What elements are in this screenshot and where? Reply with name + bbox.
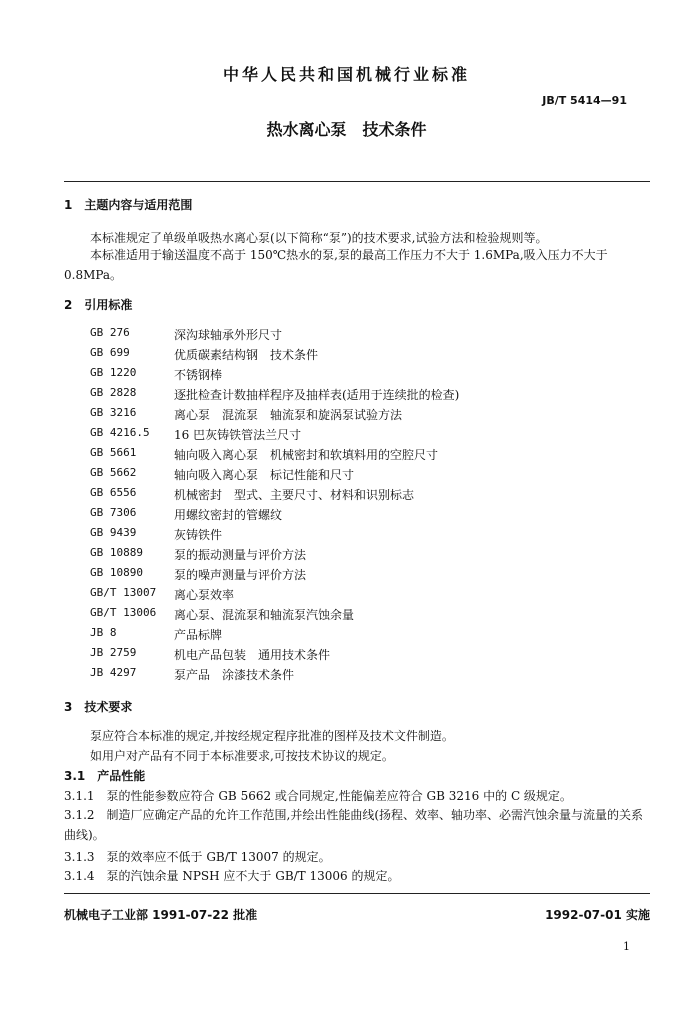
subsection-3-1-heading: 3.1 产品性能 [64, 769, 146, 783]
clause-3-1-4: 3.1.4 泵的汽蚀余量 NPSH 应不大于 GB/T 13006 的规定。 [64, 869, 400, 883]
reference-title: 产品标牌 [174, 628, 223, 642]
section-3-para-2: 如用户对产品有不同于本标准要求,可按技术协议的规定。 [90, 749, 394, 763]
clause-3-1-1: 3.1.1 泵的性能参数应符合 GB 5662 或合同规定,性能偏差应符合 GB 3216 中的 C 级规定。 [64, 789, 572, 803]
standard-code: JB/T 5414—91 [542, 94, 627, 107]
reference-code: GB 10889 [90, 546, 143, 559]
reference-code: GB 5662 [90, 466, 137, 479]
reference-title: 离心泵 混流泵 轴流泵和旋涡泵试验方法 [174, 408, 403, 422]
reference-title: 泵的振动测量与评价方法 [174, 548, 307, 562]
effective-date: 1992-07-01 实施 [545, 908, 650, 922]
reference-code: JB 8 [90, 626, 117, 639]
reference-title: 离心泵、混流泵和轴流泵汽蚀余量 [174, 608, 355, 622]
top-rule [64, 181, 650, 182]
reference-code: JB 2759 [90, 646, 137, 659]
bottom-rule [64, 893, 650, 894]
section-1-heading: 1 主题内容与适用范围 [64, 198, 193, 212]
section-1-para-2: 本标准适用于输送温度不高于 150℃热水的泵,泵的最高工作压力不大于 1.6MPa,吸入压力不大于 0.8MPa。 [64, 248, 608, 282]
reference-code: JB 4297 [90, 666, 137, 679]
reference-title: 泵的噪声测量与评价方法 [174, 568, 307, 582]
reference-title: 逐批检查计数抽样程序及抽样表(适用于连续批的检查) [174, 388, 460, 402]
reference-code: GB 1220 [90, 366, 137, 379]
reference-code: GB 2828 [90, 386, 137, 399]
approval-date: 机械电子工业部 1991-07-22 批准 [64, 908, 258, 922]
reference-title: 深沟球轴承外形尺寸 [174, 328, 283, 342]
reference-code: GB 3216 [90, 406, 137, 419]
reference-code: GB 7306 [90, 506, 137, 519]
reference-code: GB 276 [90, 326, 130, 339]
reference-title: 离心泵效率 [174, 588, 235, 602]
reference-title: 不锈钢棒 [174, 368, 223, 382]
reference-code: GB 5661 [90, 446, 137, 459]
section-3-para-1: 泵应符合本标准的规定,并按经规定程序批准的图样及技术文件制造。 [90, 729, 454, 743]
reference-title: 轴向吸入离心泵 机械密封和软填料用的空腔尺寸 [174, 448, 439, 462]
clause-3-1-3: 3.1.3 泵的效率应不低于 GB/T 13007 的规定。 [64, 850, 331, 864]
reference-code: GB/T 13006 [90, 606, 157, 619]
reference-code: GB 9439 [90, 526, 137, 539]
reference-title: 灰铸铁件 [174, 528, 223, 542]
reference-title: 机械密封 型式、主要尺寸、材料和识别标志 [174, 488, 415, 502]
section-1-para-1: 本标准规定了单级单吸热水离心泵(以下简称“泵”)的技术要求,试验方法和检验规则等。 [90, 231, 548, 245]
reference-title: 轴向吸入离心泵 标记性能和尺寸 [174, 468, 355, 482]
reference-title: 优质碳素结构钢 技术条件 [174, 348, 319, 362]
ministry-header: 中华人民共和国机械行业标准 [222, 65, 470, 84]
reference-code: GB 10890 [90, 566, 143, 579]
page-number: 1 [623, 940, 630, 953]
reference-title: 泵产品 涂漆技术条件 [174, 668, 295, 682]
section-2-heading: 2 引用标准 [64, 298, 133, 312]
reference-title: 16 巴灰铸铁管法兰尺寸 [174, 428, 302, 442]
reference-title: 机电产品包装 通用技术条件 [174, 648, 331, 662]
reference-code: GB 699 [90, 346, 130, 359]
reference-code: GB 6556 [90, 486, 137, 499]
document-title: 热水离心泵 技术条件 [266, 120, 427, 139]
reference-title: 用螺纹密封的管螺纹 [174, 508, 283, 522]
clause-3-1-2: 3.1.2 制造厂应确定产品的允许工作范围,并绘出性能曲线(扬程、效率、轴功率、必需汽蚀余量与流量的关系曲线)。 [64, 808, 644, 842]
section-3-heading: 3 技术要求 [64, 700, 133, 714]
reference-code: GB/T 13007 [90, 586, 157, 599]
reference-code: GB 4216.5 [90, 426, 150, 439]
